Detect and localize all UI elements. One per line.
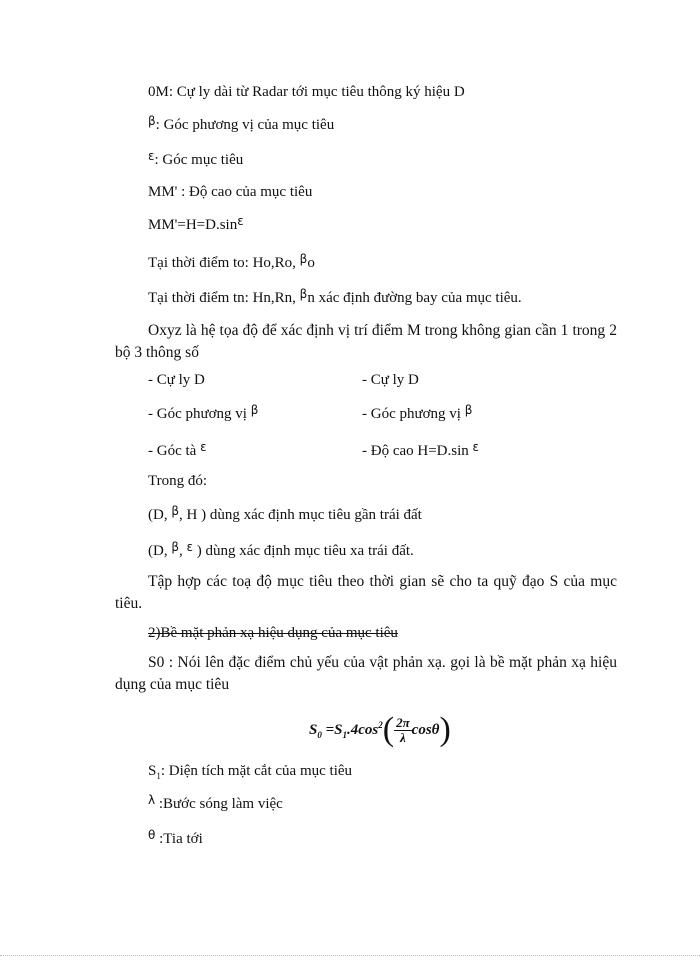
trong-do-line: Trong đó: [148,473,208,489]
mm-definition: MM' : Độ cao của mục tiêu [148,184,313,200]
beta-symbol: β [148,114,156,128]
param-right-1: - Cự ly D [362,372,419,388]
far-pre: (D, [148,543,172,559]
far-mid: , [179,543,187,559]
time-tn-text: Tại thời điểm tn: Hn,Rn, [148,290,300,306]
epsilon-definition [148,151,243,169]
far-post: ) dùng xác định mục tiêu xa trái đất. [193,543,414,559]
theta-definition [148,830,203,848]
section-heading: 2)Bề mặt phản xạ hiệu dụng của mục tiêu [148,625,398,641]
formula-s1-sub: 1 [342,730,347,740]
fraction-numerator: 2π [396,715,410,731]
beta-symbol: β [299,287,308,301]
oxyz-paragraph: Oxyz là hệ tọa độ để xác định vị trí điểm M trong không gian cần 1 trong 2 bộ 3 thông số [115,322,617,361]
beta-symbol: β [171,540,179,554]
formula-lhs-sub: 0 [317,730,322,740]
s0-paragraph: S0 : Nói lên đặc điểm chủ yếu của vật phản xạ. gọi là bề mặt phản xạ hiệu dụng của mục tiêu [115,654,617,693]
epsilon-symbol: ε [472,440,480,454]
time-tn-line [148,289,522,307]
fraction-denominator: λ [399,730,406,746]
epsilon-text: : Góc mục tiêu [154,152,244,168]
beta-symbol: β [464,403,473,417]
s1-definition [148,762,352,785]
formula-tail: cosθ [411,722,440,738]
param-left-3 [148,442,207,460]
time-tn-tail: n xác định đường bay của mục tiêu. [307,290,522,306]
time-t0-line [148,254,315,272]
param-left-2 [148,405,258,423]
epsilon-symbol: ε [200,440,207,454]
formula-lhs: S [309,722,318,738]
lambda-text: :Bước sóng làm việc [155,796,283,812]
beta-symbol: β [299,252,308,266]
param-right-2-text: - Góc phương vị [362,406,465,422]
s1-symbol: S [148,763,157,779]
beta-symbol: β [250,403,259,417]
om-definition: 0M: Cự ly dài từ Radar tới mục tiêu thông ký hiệu D [148,84,465,100]
beta-text: : Góc phương vị của mục tiêu [155,117,335,133]
epsilon-symbol: ε [237,214,244,228]
param-left-1: - Cự ly D [148,372,205,388]
far-target-line [148,542,414,560]
beta-symbol: β [171,504,179,518]
rcs-formula [309,705,451,748]
epsilon-symbol: ε [148,149,155,163]
param-left-2-text: - Góc phương vị [148,406,251,422]
param-right-2 [362,405,472,423]
right-paren: ) [439,711,451,748]
s1-text: : Diện tích mặt cắt của mục tiêu [160,763,353,779]
page-bottom-divider [0,955,700,956]
formula-square: 2 [378,720,383,730]
theta-symbol: θ [148,828,156,842]
near-target-line [148,506,422,524]
formula-cos: .4cos [346,722,379,738]
param-right-3-text: - Độ cao H=D.sin [362,443,473,459]
theta-text: :Tia tới [155,831,203,847]
param-right-3 [362,442,479,460]
near-pre: (D, [148,507,172,523]
beta-definition [148,116,334,134]
param-left-3-text: - Góc tà [148,443,201,459]
height-formula [148,216,244,234]
trajectory-paragraph: Tập hợp các toạ độ mục tiêu theo thời gian sẽ cho ta quỹ đạo S của mục tiêu. [115,573,617,612]
left-paren: ( [382,711,395,748]
time-t0-text: Tại thời điểm to: Ho,Ro, [148,255,300,271]
formula-fraction [394,716,412,745]
time-t0-tail: o [307,255,315,271]
formula-eq: =S [321,722,343,738]
lambda-symbol: λ [148,793,156,807]
epsilon-symbol: ε [186,540,193,554]
near-post: , H ) dùng xác định mục tiêu gần trái đất [179,507,422,523]
s1-sub: 1 [156,771,161,781]
lambda-definition [148,795,283,813]
height-formula-text: MM'=H=D.sin [148,217,238,233]
